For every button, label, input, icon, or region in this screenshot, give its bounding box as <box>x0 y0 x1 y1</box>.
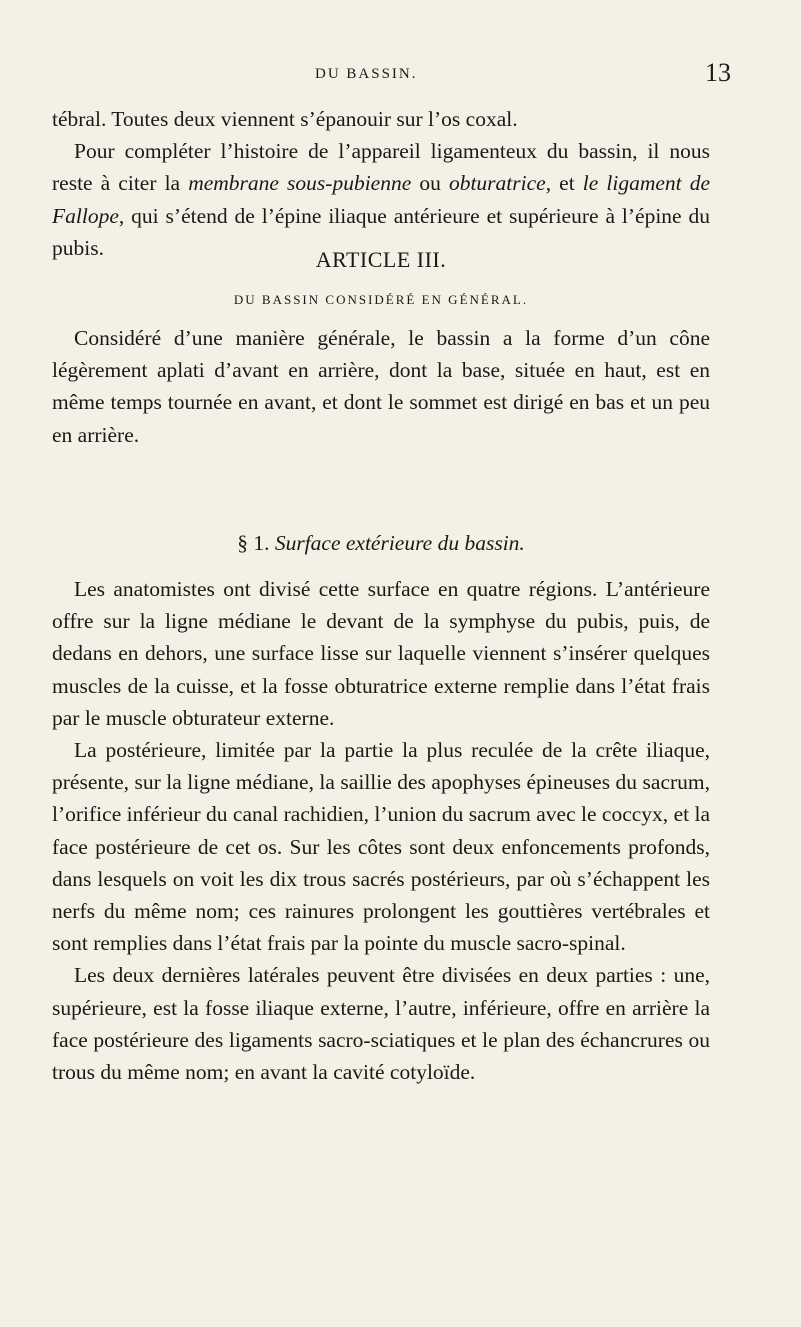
body-block <box>52 573 710 1088</box>
intro-block <box>52 103 710 264</box>
section-heading <box>52 531 710 556</box>
section-number: § 1. <box>237 531 270 555</box>
ligament-text-b: ou <box>411 171 449 196</box>
ligament-text-c: , et <box>545 171 583 196</box>
page-number: 13 <box>705 58 731 87</box>
running-head <box>0 58 801 98</box>
continued-line: tébral. Toutes deux viennent s’épanouir sur l’os coxal. <box>52 107 518 131</box>
article-title: ARTICLE III. <box>315 247 447 272</box>
running-title: DU BASSIN. <box>315 66 418 82</box>
article-paragraph: Considéré d’une manière générale, le bassin a la forme d’un cône légèrement aplati d’avant en arrière, dont la base, située en haut, est en même temps tournée en avant, et dont le sommet est dirigé en bas et un peu en arrière. <box>52 326 710 447</box>
ligament-paragraph <box>52 135 710 264</box>
obturatrice-term: obturatrice <box>448 171 546 196</box>
article-subtitle: DU BASSIN CONSIDÉRÉ EN GÉNÉRAL. <box>233 292 529 307</box>
body-paragraph-3: Les deux dernières latérales peuvent être divisées en deux parties : une, supérieure, est la fosse iliaque externe, l’autre, inférieure, offre en arrière la face postérieure des ligaments sacro-sciatiques et le plan des échancrures ou trous du même nom; en avant la cavité cotyloïde. <box>52 963 710 1085</box>
body-paragraph-2: La postérieure, limitée par la partie la plus reculée de la crête iliaque, présente, sur la ligne médiane, la saillie des apophyses épineuses du sacrum, l’orifice inférieur du canal rachidien, l’union du sacrum avec le coccyx, et la face postérieure de cet os. Sur les côtes sont deux enfoncements profonds, dans lesquels on voit les dix trous sacrés postérieurs, par où s’échappent les nerfs du même nom; ces rainures prolongent les gouttières vertébrales et sont remplies dans l’état frais par la pointe du muscle sacro-spinal. <box>52 738 710 956</box>
section-title: Surface extérieure du bassin. <box>274 531 525 555</box>
fallope-term: le ligament de Fallope <box>52 171 710 228</box>
ligament-text-d: , qui s’étend de l’épine iliaque antérieure et supérieure à l’épine du pubis. <box>52 203 710 260</box>
membrane-term: membrane sous-pubienne <box>188 171 412 196</box>
ligament-text-a: Pour compléter l’histoire de l’appareil ligamenteux du bassin, il nous reste à citer la <box>52 139 710 196</box>
body-paragraph-1: Les anatomistes ont divisé cette surface en quatre régions. L’antérieure offre sur la ligne médiane le devant de la symphyse du pubis, puis, de dedans en dehors, une surface lisse sur laquelle viennent s’insérer quelques muscles de la cuisse, et la fosse obturatrice externe remplie dans l’état frais par le muscle obturateur externe. <box>52 577 710 730</box>
article-paragraph-block <box>52 322 710 451</box>
